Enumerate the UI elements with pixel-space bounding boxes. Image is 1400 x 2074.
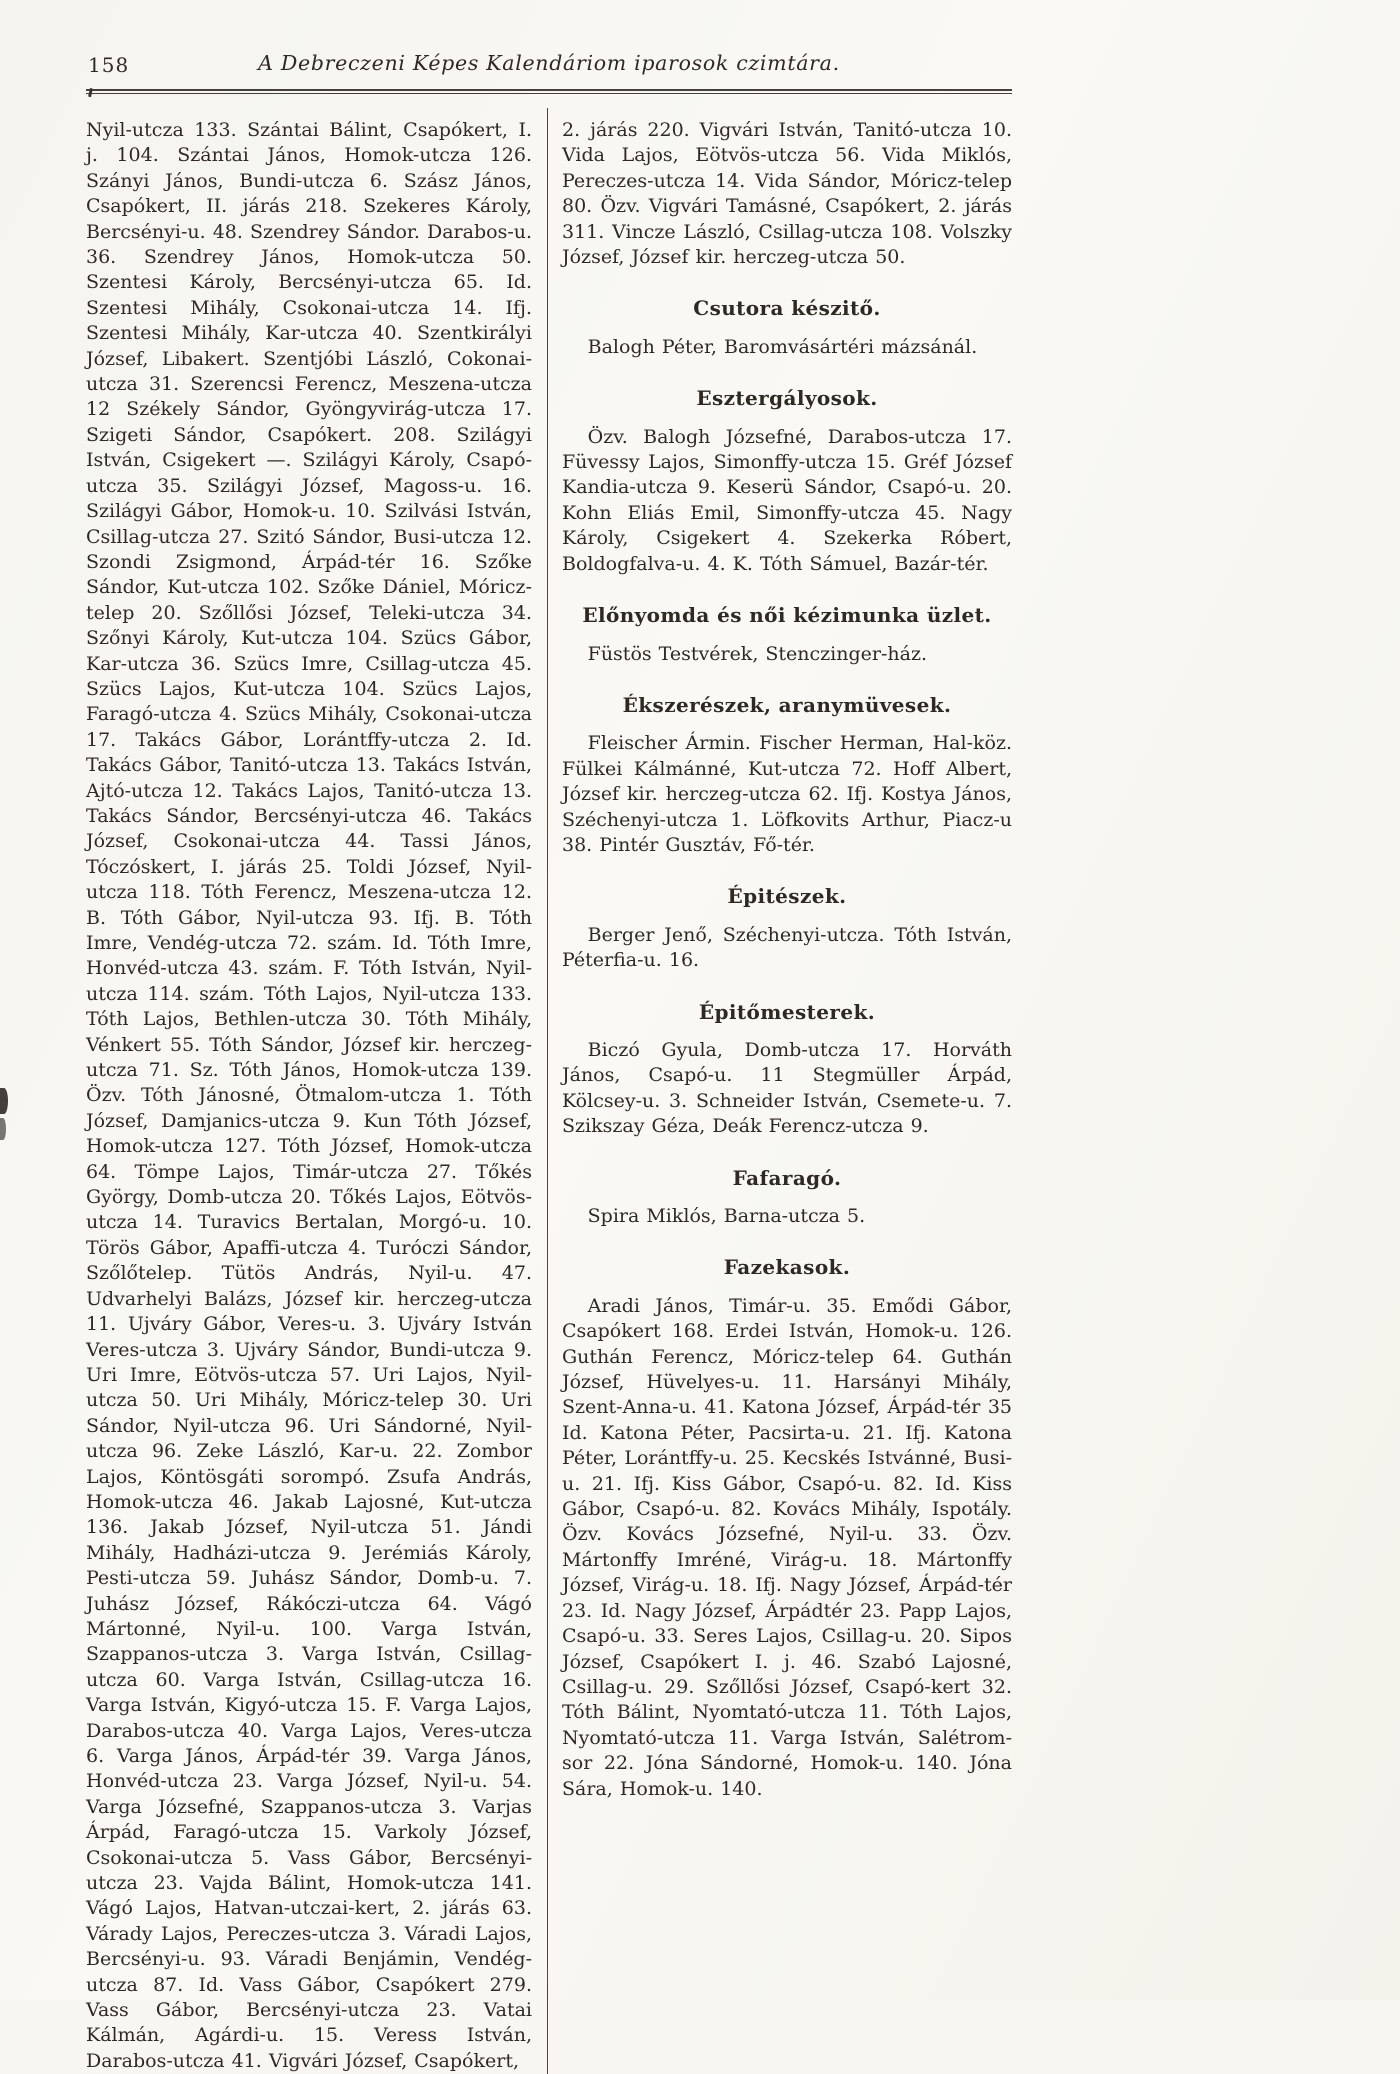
- section-heading: Épitészek.: [727, 884, 847, 909]
- section-fafarago: [562, 1166, 1012, 1230]
- section-heading: Ékszerészek, aranymüvesek.: [622, 692, 952, 717]
- section-heading: Előnyomda és női kézimunka üzlet.: [582, 603, 992, 628]
- section-body: Biczó Gyula, Domb-utcza 17. Horváth János, Csapó-u. 11 Stegmüller Árpád, Kölcsey-u. 3. Schneider István, Csemete-u. 7. Szikszay Géza, Deák Ferencz-utcza 9.: [562, 1038, 1012, 1138]
- scan-smudge: [0, 1088, 9, 1142]
- section-heading: Fafaragó.: [732, 1165, 842, 1190]
- section-body: Balogh Péter, Baromvásártéri mázsánál.: [587, 335, 978, 358]
- section-heading: Esztergályosok.: [696, 386, 878, 411]
- directory-text-continuation: 2. járás 220. Vigvári István, Tanitó-utcza 10. Vida Lajos, Eötvös-utcza 56. Vida Miklós, Pereczes-utcza 14. Vida Sándor, Móricz-telep 80. Özv. Vigvári Tamásné, Csapókert, 2. járás 311. Vincze László, Csillag-utcza 108. Volszky József, József kir. herczeg-utcza 50.: [562, 119, 1012, 269]
- section-csutora-keszito: [562, 296, 1012, 360]
- scan-smudge-mark: [0, 1088, 8, 1114]
- section-heading: Épitőmesterek.: [698, 999, 876, 1024]
- right-column: [562, 118, 1012, 2074]
- header-rule: [86, 89, 1012, 94]
- section-heading: Csutora készitő.: [693, 296, 881, 321]
- two-column-body: [86, 118, 1012, 2074]
- section-epitomesterek: [562, 1000, 1012, 1140]
- column-divider-rule: [547, 108, 548, 2074]
- section-fazekasok: [562, 1255, 1012, 1802]
- page-header: [86, 46, 1012, 82]
- section-body: Fleischer Ármin. Fischer Herman, Hal-köz. Fülkei Kálmánné, Kut-utcza 72. Hoff Albert, József kir. herczeg-utcza 62. Ifj. Kostya János, Széchenyi-utcza 1. Löfkovits Arthur, Piacz-u 38. Pintér Gusztáv, Fő-tér.: [562, 732, 1012, 856]
- section-ekszereszek: [562, 693, 1012, 858]
- section-elonyomda: [562, 603, 1012, 667]
- section-body: Füstös Testvérek, Stenczinger-ház.: [587, 642, 928, 665]
- section-body: Spira Miklós, Barna-utcza 5.: [587, 1205, 866, 1227]
- page-number: 158: [88, 53, 130, 77]
- section-heading: Fazekasok.: [723, 1255, 851, 1280]
- directory-text-left: Nyil-utcza 133. Szántai Bálint, Csapókert, I. j. 104. Szántai János, Homok-utcza 126. Szányi János, Bundi-utcza 6. Szász János, Csapókert, II. járás 218. Szekeres Károly, Bercsényi-u. 48. Szendrey Sándor. Darabos-u. 36. Szendrey János, Homok-utcza 50. Szentesi Károly, Bercsényi-utcza 65. Id. Szentesi Mihály, Csokonai-utcza 14. Ifj. Szentesi Mihály, Kar-utcza 40. Szentkirályi József, Libakert. Szentjóbi László, Cokonai-utcza 31. Szerencsi Ferencz, Meszena-utcza 12 Székely Sándor, Gyöngyvirág-utcza 17. Szigeti Sándor, Csapókert. 208. Szilágyi István, Csigekert —. Szilágyi Károly, Csapó-utcza 35. Szilágyi József, Magoss-u. 16. Szilágyi Gábor, Homok-u. 10. Szilvási István, Csillag-utcza 27. Szitó Sándor, Busi-utcza 12. Szondi Zsigmond, Árpád-tér 16. Szőke Sándor, Kut-utcza 102. Szőke Dániel, Móricz-telep 20. Szőllősi József, Teleki-utcza 34. Szőnyi Károly, Kut-utcza 104. Szücs Gábor, Kar-utcza 36. Szücs Imre, Csillag-utcza 45. Szücs Lajos, Kut-utcza 104. Szücs Lajos, Faragó-utcza 4. Szücs Mihály, Csokonai-utcza 17. Takács Gábor, Lorántffy-utcza 2. Id. Takács Gábor, Tanitó-utcza 13. Takács István, Ajtó-utcza 12. Takács Lajos, Tanitó-utcza 13. Takács Sándor, Bercsényi-utcza 46. Takács József, Csokonai-utcza 44. Tassi János, Tóczóskert, I. járás 25. Toldi József, Nyil-utcza 118. Tóth Ferencz, Meszena-utcza 12. B. Tóth Gábor, Nyil-utcza 93. Ifj. B. Tóth Imre, Vendég-utcza 72. szám. Id. Tóth Imre, Honvéd-utcza 43. szám. F. Tóth István, Nyil-utcza 114. szám. Tóth Lajos, Nyil-utcza 133. Tóth Lajos, Bethlen-utcza 30. Tóth Mihály, Vénkert 55. Tóth Sándor, József kir. herczeg-utcza 71. Sz. Tóth János, Homok-utcza 139. Özv. Tóth Jánosné, Ötmalom-utcza 1. Tóth József, Damjanics-utcza 9. Kun Tóth József, Homok-utcza 127. Tóth József, Homok-utcza 64. Tömpe Lajos, Timár-utcza 27. Tőkés György, Domb-utcza 20. Tőkés Lajos, Eötvös-utcza 14. Turavics Bertalan, Morgó-u. 10. Törös Gábor, Apaffi-utcza 4. Turóczi Sándor, Szőlőtelep. Tütös András, Nyil-u. 47. Udvarhelyi Balázs, József kir. herczeg-utcza 11. Ujváry Gábor, Veres-u. 3. Ujváry István Veres-utcza 3. Ujváry Sándor, Bundi-utcza 9. Uri Imre, Eötvös-utcza 57. Uri Lajos, Nyil-utcza 50. Uri Mihály, Móricz-telep 30. Uri Sándor, Nyil-utcza 96. Uri Sándorné, Nyil-utcza 96. Zeke László, Kar-u. 22. Zombor Lajos, Köntösgáti sorompó. Zsufa András, Homok-utcza 46. Jakab Lajosné, Kut-utcza 136. Jakab József, Nyil-utcza 51. Jándi Mihály, Hadházi-utcza 9. Jerémiás Károly, Pesti-utcza 59. Juhász Sándor, Domb-u. 7. Juhász József, Rákóczi-utcza 64. Vágó Mártonné, Nyil-u. 100. Varga István, Szappanos-utcza 3. Varga István, Csillag-utcza 60. Varga István, Csillag-utcza 16. Varga István, Kigyó-utcza 15. F. Varga Lajos, Darabos-utcza 40. Varga Lajos, Veres-utcza 6. Varga János, Árpád-tér 39. Varga János, Honvéd-utcza 23. Varga József, Nyil-u. 54. Varga Józsefné, Szappanos-utcza 3. Varjas Árpád, Faragó-utcza 15. Varkoly József, Csokonai-utcza 5. Vass Gábor, Bercsényi-utcza 23. Vajda Bálint, Homok-utcza 141. Vágó Lajos, Hatvan-utczai-kert, 2. járás 63. Várady Lajos, Pereczes-utcza 3. Váradi Lajos, Bercsényi-u. 93. Váradi Benjámin, Vendég-utcza 87. Id. Vass Gábor, Csapókert 279. Vass Gábor, Bercsényi-utcza 23. Vatai Kálmán, Agárdi-u. 15. Veress István, Darabos-utcza 41. Vigvári József, Csapókert,: [86, 119, 533, 2072]
- page-content: [86, 46, 1012, 2074]
- left-column: [86, 118, 532, 2074]
- column-gutter: [532, 118, 562, 2074]
- page-title: A Debreczeni Képes Kalendáriom iparosok czimtára.: [258, 51, 840, 75]
- section-body: Özv. Balogh Józsefné, Darabos-utcza 17. Füvessy Lajos, Simonffy-utcza 15. Gréf József Kandia-utcza 9. Keserü Sándor, Csapó-u. 20. Kohn Eliás Emil, Simonffy-utcza 45. Nagy Károly, Csigekert 4. Szekerka Róbert, Boldogfalva-u. 4. K. Tóth Sámuel, Bazár-tér.: [562, 425, 1012, 575]
- scan-smudge-mark: [0, 1118, 6, 1140]
- section-esztergalyosok: [562, 386, 1012, 577]
- section-epiteszek: [562, 884, 1012, 973]
- section-body: Aradi János, Timár-u. 35. Emődi Gábor, Csapókert 168. Erdei István, Homok-u. 126. Guthán Ferencz, Móricz-telep 64. Guthán József, Hüvelyes-u. 11. Harsányi Mihály, Szent-Anna-u. 41. Katona József, Árpád-tér 35 Id. Katona Péter, Pacsirta-u. 21. Ifj. Katona Péter, Lorántffy-u. 25. Kecskés Istvánné, Busi-u. 21. Ifj. Kiss Gábor, Csapó-u. 82. Id. Kiss Gábor, Csapó-u. 82. Kovács Mihály, Ispotály. Özv. Kovács Józsefné, Nyil-u. 33. Özv. Mártonffy Imréné, Virág-u. 18. Mártonffy József, Virág-u. 18. Ifj. Nagy József, Árpád-tér 23. Id. Nagy József, Árpádtér 23. Papp Lajos, Csapó-u. 33. Seres Lajos, Csillag-u. 20. Sipos József, Csapókert I. j. 46. Szabó Lajosné, Csillag-u. 29. Szőllősi József, Csapó-kert 32. Tóth Bálint, Nyomtató-utcza 11. Tóth Lajos, Nyomtató-utcza 11. Varga István, Salétrom-sor 22. Jóna Sándorné, Homok-u. 140. Jóna Sára, Homok-u. 140.: [562, 1294, 1012, 1800]
- section-body: Berger Jenő, Széchenyi-utcza. Tóth István, Péterfia-u. 16.: [562, 923, 1012, 972]
